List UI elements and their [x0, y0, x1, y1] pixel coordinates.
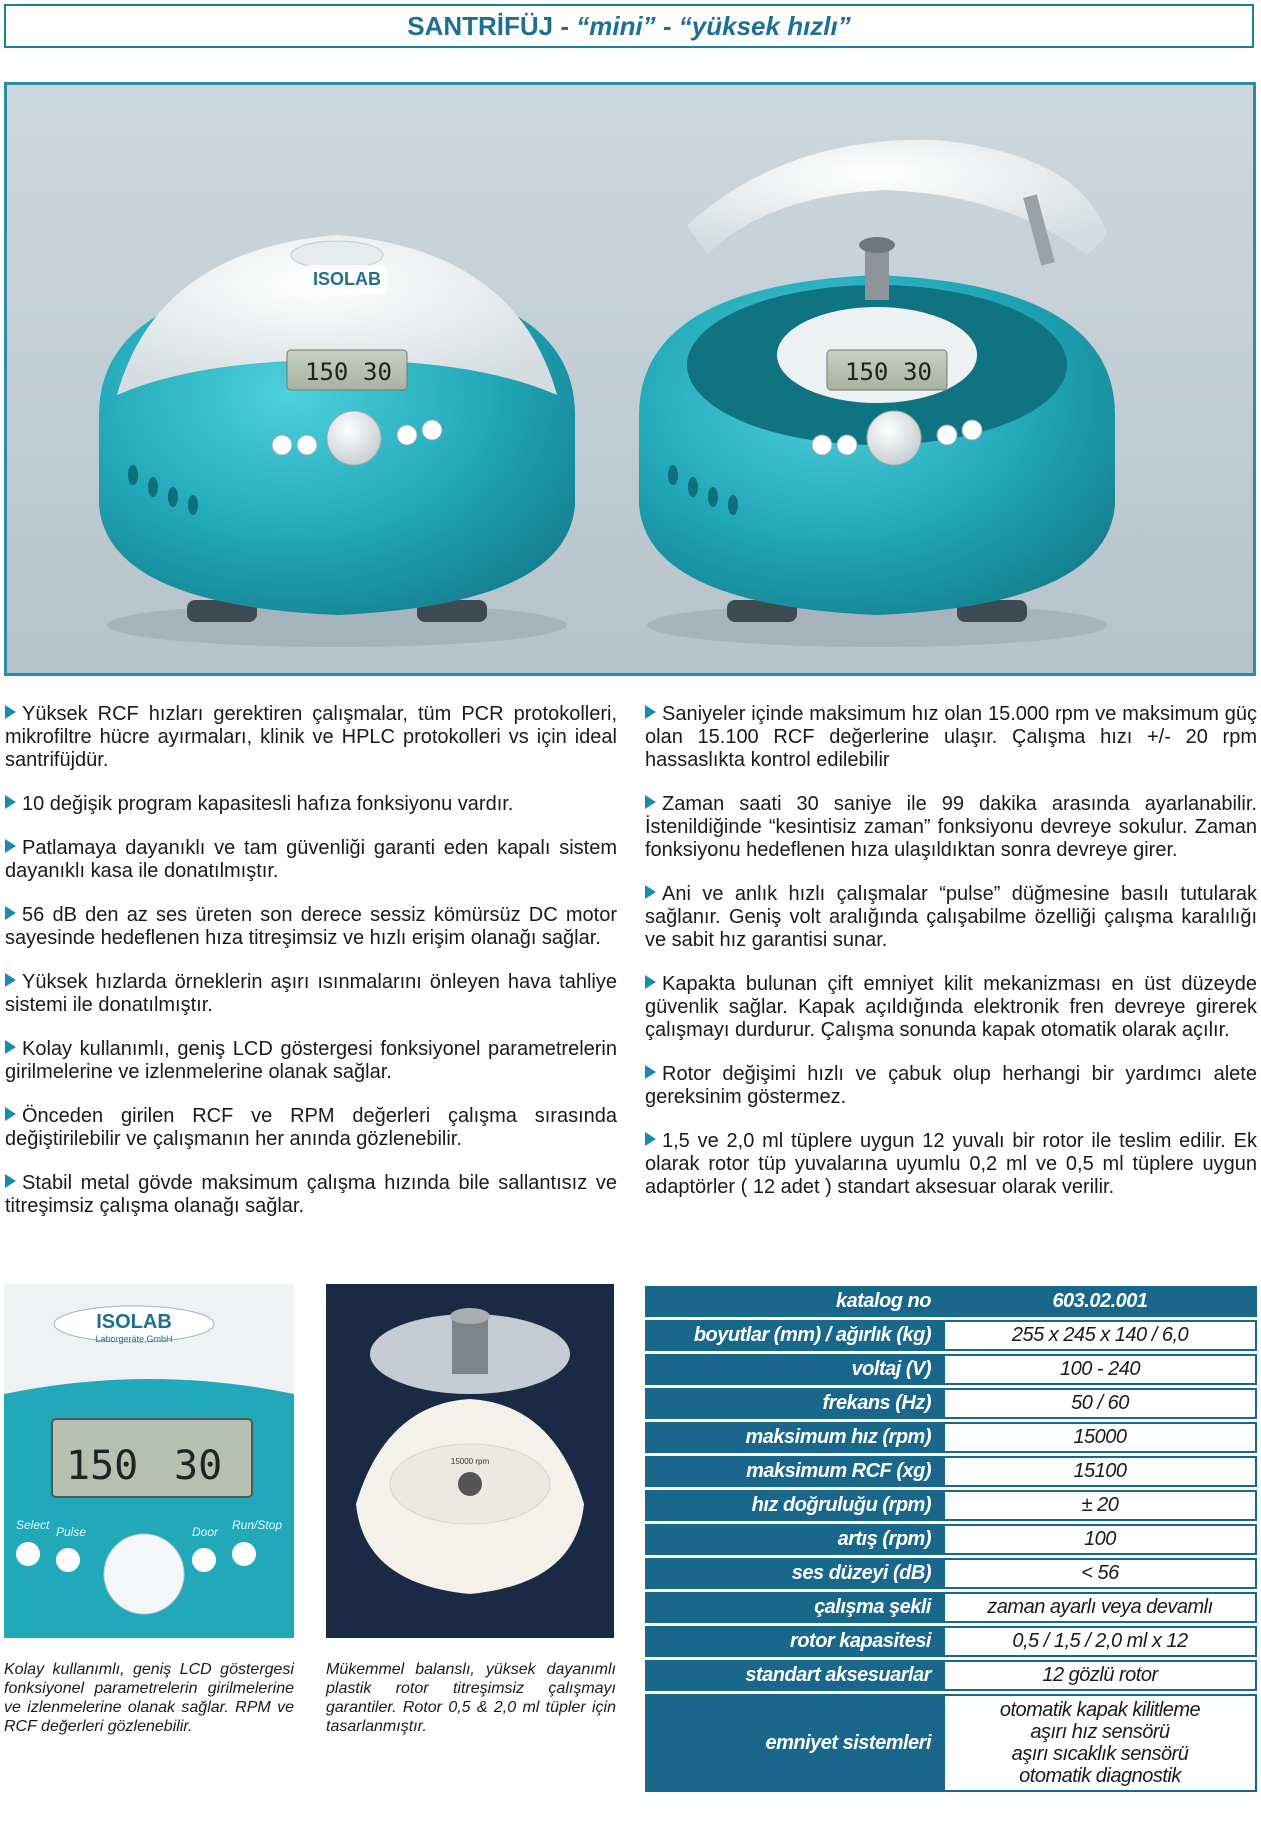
arrow-right-icon [645, 795, 656, 809]
features-right-column [645, 703, 1257, 1220]
lcd-time-left: 30 [363, 358, 392, 386]
run-stop-button-right[interactable] [962, 420, 982, 440]
door-label: Door [192, 1525, 219, 1539]
feature-item: Kapakta bulunan çift emniyet kilit mekanizması en üst düzeyde güvenlik sağlar. Kapak açıldığında elektronik fren devreye girerek çalışmayı durdurur. Çalışma sonunda kapak otomatik olarak açılır. [645, 973, 1257, 1041]
arrow-right-icon [5, 973, 16, 987]
spec-key: ses düzeyi (dB) [645, 1558, 943, 1589]
brand-logo-closeup: ISOLAB [96, 1311, 172, 1333]
feature-item: 56 dB den az ses üreten son derece sessiz kömürsüz DC motor sayesinde hedeflenen hıza titreşimsiz ve hızlı erişim olanağı sağlar. [5, 904, 617, 949]
feature-item: Zaman saati 30 saniye ile 99 dakika arasında ayarlanabilir. İstenildiğinde “kesintisiz zaman” fonksiyonu devreye sokulur. Zaman fonksiyonu hedeflenen hıza ulaşıldıktan sonra devreye girer. [645, 793, 1257, 861]
arrow-right-icon [645, 1132, 656, 1146]
run-stop-button-left[interactable] [422, 420, 442, 440]
spec-key: maksimum RCF (xg) [645, 1456, 943, 1487]
lcd-caption: Kolay kullanımlı, geniş LCD göstergesi fonksiyonel parametrelerin girilmelerine ve izlenmelerine olanak sağlar. RPM ve RCF değerleri gözlenebilir. [4, 1661, 294, 1735]
table-row [645, 1422, 1257, 1453]
rotor-photo [326, 1284, 614, 1638]
pulse-button-left[interactable] [297, 435, 317, 455]
feature-item: Önceden girilen RCF ve RPM değerleri çalışma sırasında değiştirilebilir ve çalışmanın her anında gözlenebilir. [5, 1105, 617, 1150]
arrow-right-icon [5, 1040, 16, 1054]
spec-key: çalışma şekli [645, 1592, 943, 1623]
spec-value: 15100 [943, 1456, 1257, 1487]
feature-item: Ani ve anlık hızlı çalışmalar “pulse” düğmesine basılı tutularak sağlanır. Geniş volt aralığında çalışabilme özelliği çalışma karalılığı ve sabit hız garantisi sunar. [645, 883, 1257, 951]
spec-value: 100 [943, 1524, 1257, 1555]
table-row [645, 1320, 1257, 1351]
spec-key: emniyet sistemleri [645, 1694, 943, 1792]
table-row [645, 1558, 1257, 1589]
lcd-speed-closeup: 150 [66, 1443, 139, 1489]
spec-value-list [943, 1694, 1257, 1792]
lcd-speed-right: 150 [845, 358, 889, 386]
feature-item: Saniyeler içinde maksimum hız olan 15.000 rpm ve maksimum güç olan 15.100 RCF değerlerine ulaşır. Çalışma hızı +/- 20 rpm hassaslıkta kontrol edilebilir [645, 703, 1257, 771]
feature-item: Patlamaya dayanıklı ve tam güvenliği garanti eden kapalı sistem dayanıklı kasa ile donatılmıştır. [5, 837, 617, 882]
table-row [645, 1524, 1257, 1555]
table-row [645, 1592, 1257, 1623]
pulse-button[interactable] [56, 1548, 80, 1572]
safety-item: aşırı hız sensörü [1030, 1721, 1170, 1743]
feature-item: Yüksek hızlarda örneklerin aşırı ısınmalarını önleyen hava tahliye sistemi ile donatılmıştır. [5, 971, 617, 1016]
spec-key: boyutlar (mm) / ağırlık (kg) [645, 1320, 943, 1351]
safety-item: otomatik diagnostik [1019, 1765, 1181, 1787]
title-separator: - [655, 11, 679, 41]
spec-key: voltaj (V) [645, 1354, 943, 1385]
spec-key: standart aksesuarlar [645, 1660, 943, 1691]
spec-value: 15000 [943, 1422, 1257, 1453]
feature-item: 1,5 ve 2,0 ml tüplere uygun 12 yuvalı bir rotor ile teslim edilir. Ek olarak rotor tüp yuvalarına uyumlu 0,2 ml ve 0,5 ml tüplere uygun adaptörler ( 12 adet ) standart aksesuar olarak verilir. [645, 1130, 1257, 1198]
title-sub-high-speed: “yüksek hızlı” [678, 11, 851, 41]
brand-logo-left: ISOLAB [312, 269, 382, 289]
rotor-caption: Mükemmel balanslı, yüksek dayanımlı plastik rotor titreşimsiz çalışmayı garantiler. Rotor 0,5 & 2,0 ml tüpler için tasarlanmıştır. [326, 1661, 616, 1735]
arrow-right-icon [645, 975, 656, 989]
select-button-left[interactable] [272, 435, 292, 455]
centrifuge-closed [99, 235, 575, 647]
centrifuge-illustration [7, 85, 1253, 673]
safety-item: aşırı sıcaklık sensörü [1011, 1743, 1189, 1765]
feature-item: Stabil metal gövde maksimum çalışma hızında bile sallantısız ve titreşimsiz çalışma olanağı sağlar. [5, 1172, 617, 1217]
table-row [645, 1694, 1257, 1792]
specifications-table [645, 1283, 1257, 1795]
spec-value: 100 - 240 [943, 1354, 1257, 1385]
table-row [645, 1286, 1257, 1317]
arrow-right-icon [5, 839, 16, 853]
arrow-right-icon [5, 1107, 16, 1121]
feature-item: Kolay kullanımlı, geniş LCD göstergesi fonksiyonel parametrelerin girilmelerine ve izlenmelerine olanak sağlar. [5, 1038, 617, 1083]
main-knob-right[interactable] [867, 411, 921, 465]
spec-value: 12 gözlü rotor [943, 1660, 1257, 1691]
title-sub-mini: “mini” [576, 11, 656, 41]
arrow-right-icon [5, 705, 16, 719]
spec-value: ± 20 [943, 1490, 1257, 1521]
spec-key: katalog no [645, 1286, 943, 1317]
lcd-time-closeup: 30 [174, 1443, 223, 1489]
table-row [645, 1660, 1257, 1691]
select-button[interactable] [16, 1542, 40, 1566]
feature-item: Rotor değişimi hızlı ve çabuk olup herhangi bir yardımcı alete gereksinim göstermez. [645, 1063, 1257, 1108]
table-row [645, 1354, 1257, 1385]
door-button-left[interactable] [397, 425, 417, 445]
spec-key: rotor kapasitesi [645, 1626, 943, 1657]
arrow-right-icon [5, 795, 16, 809]
feature-item: 10 değişik program kapasitesli hafıza fonksiyonu vardır. [5, 793, 617, 816]
spec-key: hız doğruluğu (rpm) [645, 1490, 943, 1521]
lcd-speed-left: 150 [305, 358, 349, 386]
brand-subtitle: Laborgeräte GmbH [95, 1334, 173, 1344]
arrow-right-icon [5, 1174, 16, 1188]
spec-value: 50 / 60 [943, 1388, 1257, 1419]
run-stop-label: Run/Stop [232, 1518, 283, 1532]
spec-value: < 56 [943, 1558, 1257, 1589]
run-stop-button[interactable] [232, 1542, 256, 1566]
door-button-right[interactable] [937, 425, 957, 445]
rotor-label: 15000 rpm [450, 1457, 490, 1466]
hero-product-photo [4, 82, 1256, 676]
arrow-right-icon [645, 1065, 656, 1079]
main-knob[interactable] [104, 1534, 184, 1614]
spec-key: artış (rpm) [645, 1524, 943, 1555]
spec-key: frekans (Hz) [645, 1388, 943, 1419]
main-knob-left[interactable] [327, 411, 381, 465]
centrifuge-open [639, 140, 1115, 647]
lcd-closeup-photo [4, 1284, 294, 1638]
spec-key: maksimum hız (rpm) [645, 1422, 943, 1453]
page-title [4, 4, 1254, 48]
select-button-right[interactable] [812, 435, 832, 455]
arrow-right-icon [5, 906, 16, 920]
table-row [645, 1456, 1257, 1487]
spec-value: 0,5 / 1,5 / 2,0 ml x 12 [943, 1626, 1257, 1657]
spec-value: 255 x 245 x 140 / 6,0 [943, 1320, 1257, 1351]
arrow-right-icon [645, 885, 656, 899]
pulse-button-right[interactable] [837, 435, 857, 455]
table-row [645, 1626, 1257, 1657]
safety-item: otomatik kapak kilitleme [999, 1699, 1201, 1721]
spec-value: 603.02.001 [943, 1286, 1257, 1317]
arrow-right-icon [645, 705, 656, 719]
lcd-time-right: 30 [903, 358, 932, 386]
spec-value: zaman ayarlı veya devamlı [943, 1592, 1257, 1623]
door-button[interactable] [192, 1548, 216, 1572]
feature-item: Yüksek RCF hızları gerektiren çalışmalar, tüm PCR protokolleri, mikrofiltre hücre ayırmaları, klinik ve HPLC protokolleri vs için ideal santrifüjdür. [5, 703, 617, 771]
table-row [645, 1388, 1257, 1419]
table-row [645, 1490, 1257, 1521]
features-left-column [5, 703, 617, 1239]
title-main: SANTRİFÜJ - [407, 11, 577, 41]
pulse-label: Pulse [56, 1525, 87, 1539]
select-label: Select [16, 1518, 50, 1532]
